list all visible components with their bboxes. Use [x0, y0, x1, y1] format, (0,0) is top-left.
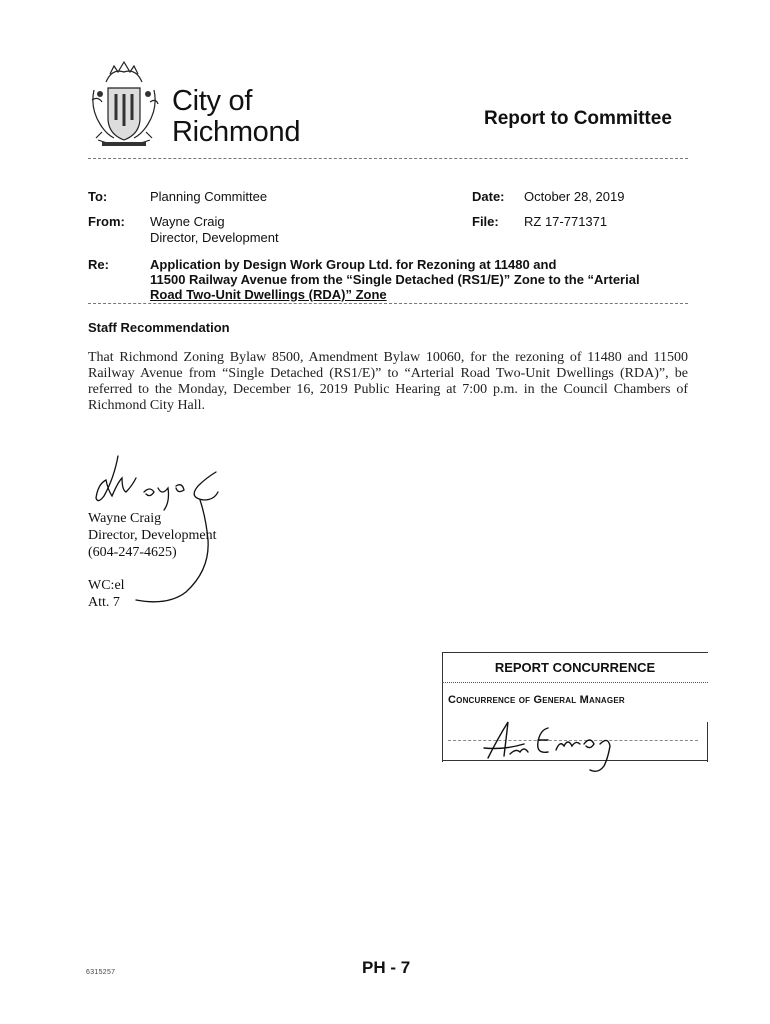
- from-name: Wayne Craig: [150, 214, 225, 229]
- city-crest-logo: [88, 60, 160, 150]
- concurrence-title: REPORT CONCURRENCE: [494, 660, 656, 675]
- org-name-line2: Richmond: [172, 116, 301, 148]
- gm-handwritten-signature: [480, 714, 650, 774]
- concurrence-divider: [442, 682, 708, 683]
- attachments: Att. 7: [88, 595, 120, 610]
- signatory-title: Director, Development: [88, 528, 217, 543]
- org-name: [172, 86, 300, 148]
- report-concurrence-box: [442, 652, 708, 762]
- initials: WC:el: [88, 578, 125, 593]
- file-label: File:: [472, 214, 499, 229]
- recommendation-heading: Staff Recommendation: [88, 320, 230, 335]
- date-label: Date:: [472, 189, 505, 204]
- recommendation-text: That Richmond Zoning Bylaw 8500, Amendment Bylaw 10060, for the rezoning of 11480 and 11500 Railway Avenue from “Single Detached (RS1/E)” to “Arterial Road Two-Unit Dwellings (RDA)”, be referred to the Monday, December 16, 2019 Public Hearing at 7:00 p.m. in the Council Chambers of Richmond City Hall.: [88, 350, 688, 413]
- page-number: PH - 7: [362, 958, 411, 977]
- document-number: 6315257: [86, 969, 116, 976]
- re-line-3: Road Two-Unit Dwellings (RDA)” Zone: [150, 287, 387, 302]
- signatory-phone: (604-247-4625): [88, 545, 177, 560]
- signature-block: [88, 510, 217, 611]
- re-subject: [150, 257, 690, 302]
- signatory-name: Wayne Craig: [88, 511, 162, 526]
- concurrence-subtitle: Concurrence of General Manager: [448, 694, 625, 706]
- date-value: October 28, 2019: [524, 189, 625, 204]
- from-title: Director, Development: [150, 230, 279, 245]
- report-title: Report to Committee: [484, 108, 672, 129]
- box-right-border: [707, 722, 708, 762]
- re-line-2: 11500 Railway Avenue from the “Single Detached (RS1/E)” Zone to the “Arterial: [150, 272, 640, 287]
- re-label: Re:: [88, 257, 109, 272]
- header-divider: [88, 158, 688, 159]
- re-divider: [88, 303, 688, 304]
- file-value: RZ 17-771371: [524, 214, 608, 229]
- to-label: To:: [88, 189, 108, 204]
- box-top-border: [442, 652, 708, 653]
- org-name-line1: City of: [172, 85, 253, 117]
- from-label: From:: [88, 214, 125, 229]
- to-value: Planning Committee: [150, 189, 268, 204]
- re-line-1: Application by Design Work Group Ltd. for Rezoning at 11480 and: [150, 257, 557, 272]
